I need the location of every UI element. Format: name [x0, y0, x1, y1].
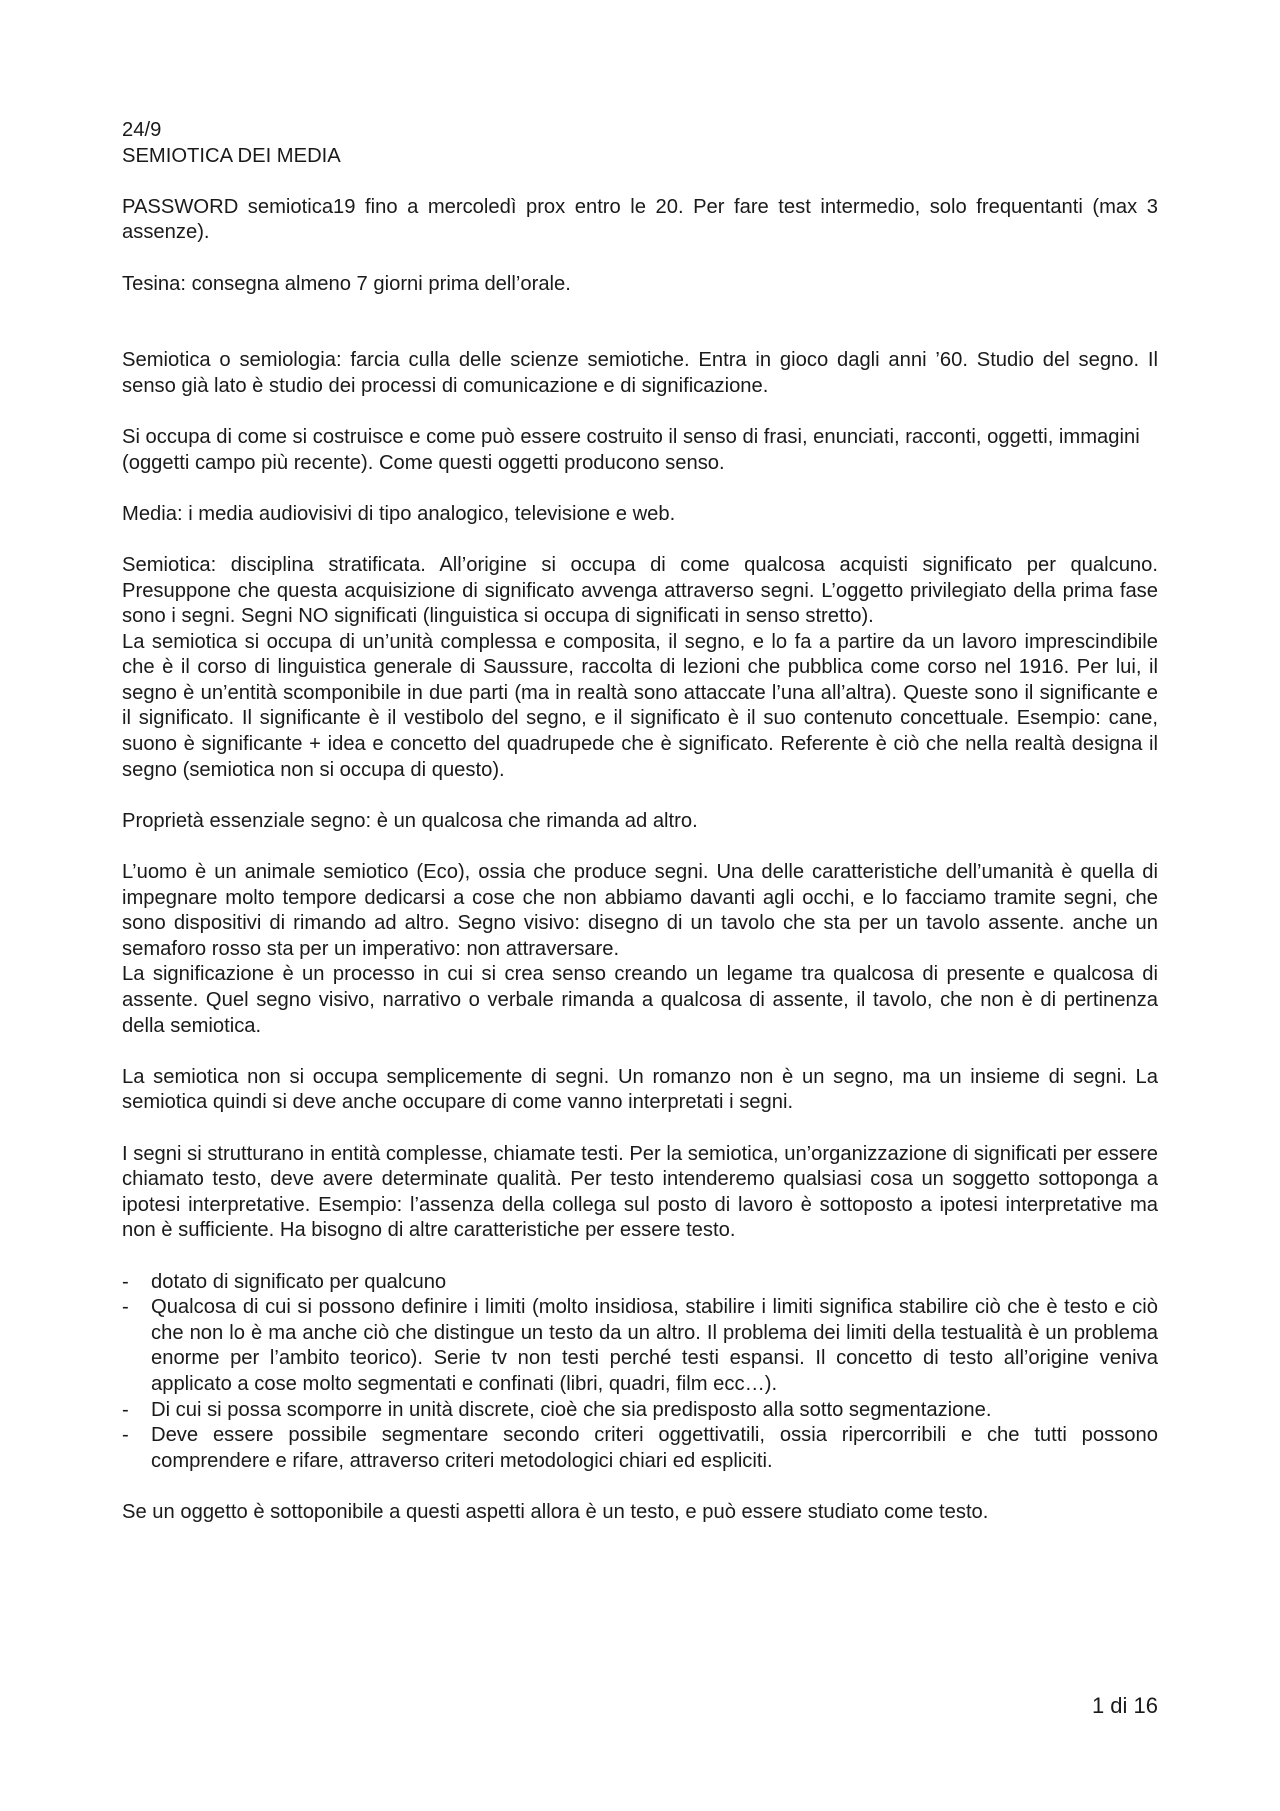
document-page	[122, 118, 1158, 1525]
list-item-text: Deve essere possibile segmentare secondo criteri oggettivatili, ossia ripercorribili e che tutti possono comprendere e rifare, attraverso criteri metodologici chiari ed espliciti.	[151, 1424, 1158, 1472]
list-item	[122, 1423, 1158, 1474]
list-item-text: dotato di significato per qualcuno	[151, 1270, 447, 1293]
paragraph-proprieta: Proprietà essenziale segno: è un qualcosa che rimanda ad altro.	[122, 809, 698, 832]
list-item	[122, 1398, 1158, 1424]
paragraph-uomo: L’uomo è un animale semiotico (Eco), ossia che produce segni. Una delle caratteristiche dell’umanità è quella di impegnare molto tempore dedicarsi a cose che non abbiamo davanti agli occhi, e lo facciamo tramite segni, che sono dispositivi di rimando ad altro. Segno visivo: disegno di un tavolo che sta per un tavolo assente. anche un semaforo rosso sta per un imperativo: non attraversare.	[122, 861, 1158, 960]
list-dash-marker: -	[122, 1270, 129, 1293]
paragraph-tesina: Tesina: consegna almeno 7 giorni prima dell’orale.	[122, 272, 571, 295]
lecture-title: SEMIOTICA DEI MEDIA	[122, 144, 341, 167]
paragraph-media: Media: i media audiovisivi di tipo analogico, televisione e web.	[122, 502, 676, 525]
list-item	[122, 1270, 1158, 1296]
list-item-text: Di cui si possa scomporre in unità discrete, cioè che sia predisposto alla sotto segmentazione.	[151, 1398, 992, 1421]
criteria-list	[122, 1270, 1158, 1475]
paragraph-semiotica-definition: Semiotica o semiologia: farcia culla delle scienze semiotiche. Entra in gioco dagli anni ’60. Studio del segno. Il senso già lato è studio dei processi di comunicazione e di significazione.	[122, 349, 1158, 397]
list-item	[122, 1295, 1158, 1397]
paragraph-testi: I segni si strutturano in entità complesse, chiamate testi. Per la semiotica, un’organizzazione di significati per essere chiamato testo, deve avere determinate qualità. Per testo intenderemo qualsiasi cosa un soggetto sottoponga a ipotesi interpretative. Esempio: l’assenza della collega sul posto di lavoro è sottoposto a ipotesi interpretative ma non è sufficiente. Ha bisogno di altre caratteristiche per essere testo.	[122, 1142, 1158, 1242]
lecture-date: 24/9	[122, 119, 162, 141]
list-dash-marker: -	[122, 1296, 129, 1319]
paragraph-password: PASSWORD semiotica19 fino a mercoledì prox entro le 20. Per fare test intermedio, solo frequentanti (max 3 assenze).	[122, 195, 1158, 244]
paragraph-significazione: La significazione è un processo in cui si crea senso creando un legame tra qualcosa di presente e qualcosa di assente. Quel segno visivo, narrativo o verbale rimanda a qualcosa di assente, il tavolo, che non è di pertinenza della semiotica.	[122, 963, 1158, 1037]
paragraph-romanzo: La semiotica non si occupa semplicemente di segni. Un romanzo non è un segno, ma un insieme di segni. La semiotica quindi si deve anche occupare di come vanno interpretati i segni.	[122, 1065, 1158, 1114]
paragraph-si-occupa: Si occupa di come si costruisce e come può essere costruito il senso di frasi, enunciati, racconti, oggetti, immagini (oggetti campo più recente). Come questi oggetti producono senso.	[122, 425, 1140, 474]
page-number: 1 di 16	[1091, 1693, 1158, 1718]
list-item-text: Qualcosa di cui si possono definire i limiti (molto insidiosa, stabilire i limiti significa stabilire ciò che è testo e ciò che non lo è ma anche ciò che distingue un testo da un altro. Il problema dei limiti della testualità è un problema enorme per l’ambito teorico). Serie tv non testi perché testi espansi. Il concetto di testo all’origine veniva applicato a cose molto segmentati e confinati (libri, quadri, film ecc…).	[151, 1296, 1158, 1395]
list-dash-marker: -	[122, 1424, 129, 1447]
list-dash-marker: -	[122, 1398, 129, 1421]
paragraph-conclusione: Se un oggetto è sottoponibile a questi aspetti allora è un testo, e può essere studiato come testo.	[122, 1500, 989, 1523]
paragraph-saussure: La semiotica si occupa di un’unità complessa e composita, il segno, e lo fa a partire da un lavoro imprescindibile che è il corso di linguistica generale di Saussure, raccolta di lezioni che pubblica come corso nel 1916. Per lui, il segno è un’entità scomponibile in due parti (ma in realtà sono attaccate l’una all’altra). Queste sono il significante e il significato. Il significante è il vestibolo del segno, e il significato è il suo contenuto concettuale. Esempio: cane, suono è significante + idea e concetto del quadrupede che è significato. Referente è ciò che nella realtà designa il segno (semiotica non si occupa di questo).	[122, 630, 1158, 781]
paragraph-disciplina: Semiotica: disciplina stratificata. All’origine si occupa di come qualcosa acquisti significato per qualcuno. Presuppone che questa acquisizione di significato avvenga attraverso segni. L’oggetto privilegiato della prima fase sono i segni. Segni NO significati (linguistica si occupa di significati in senso stretto).	[122, 553, 1158, 628]
